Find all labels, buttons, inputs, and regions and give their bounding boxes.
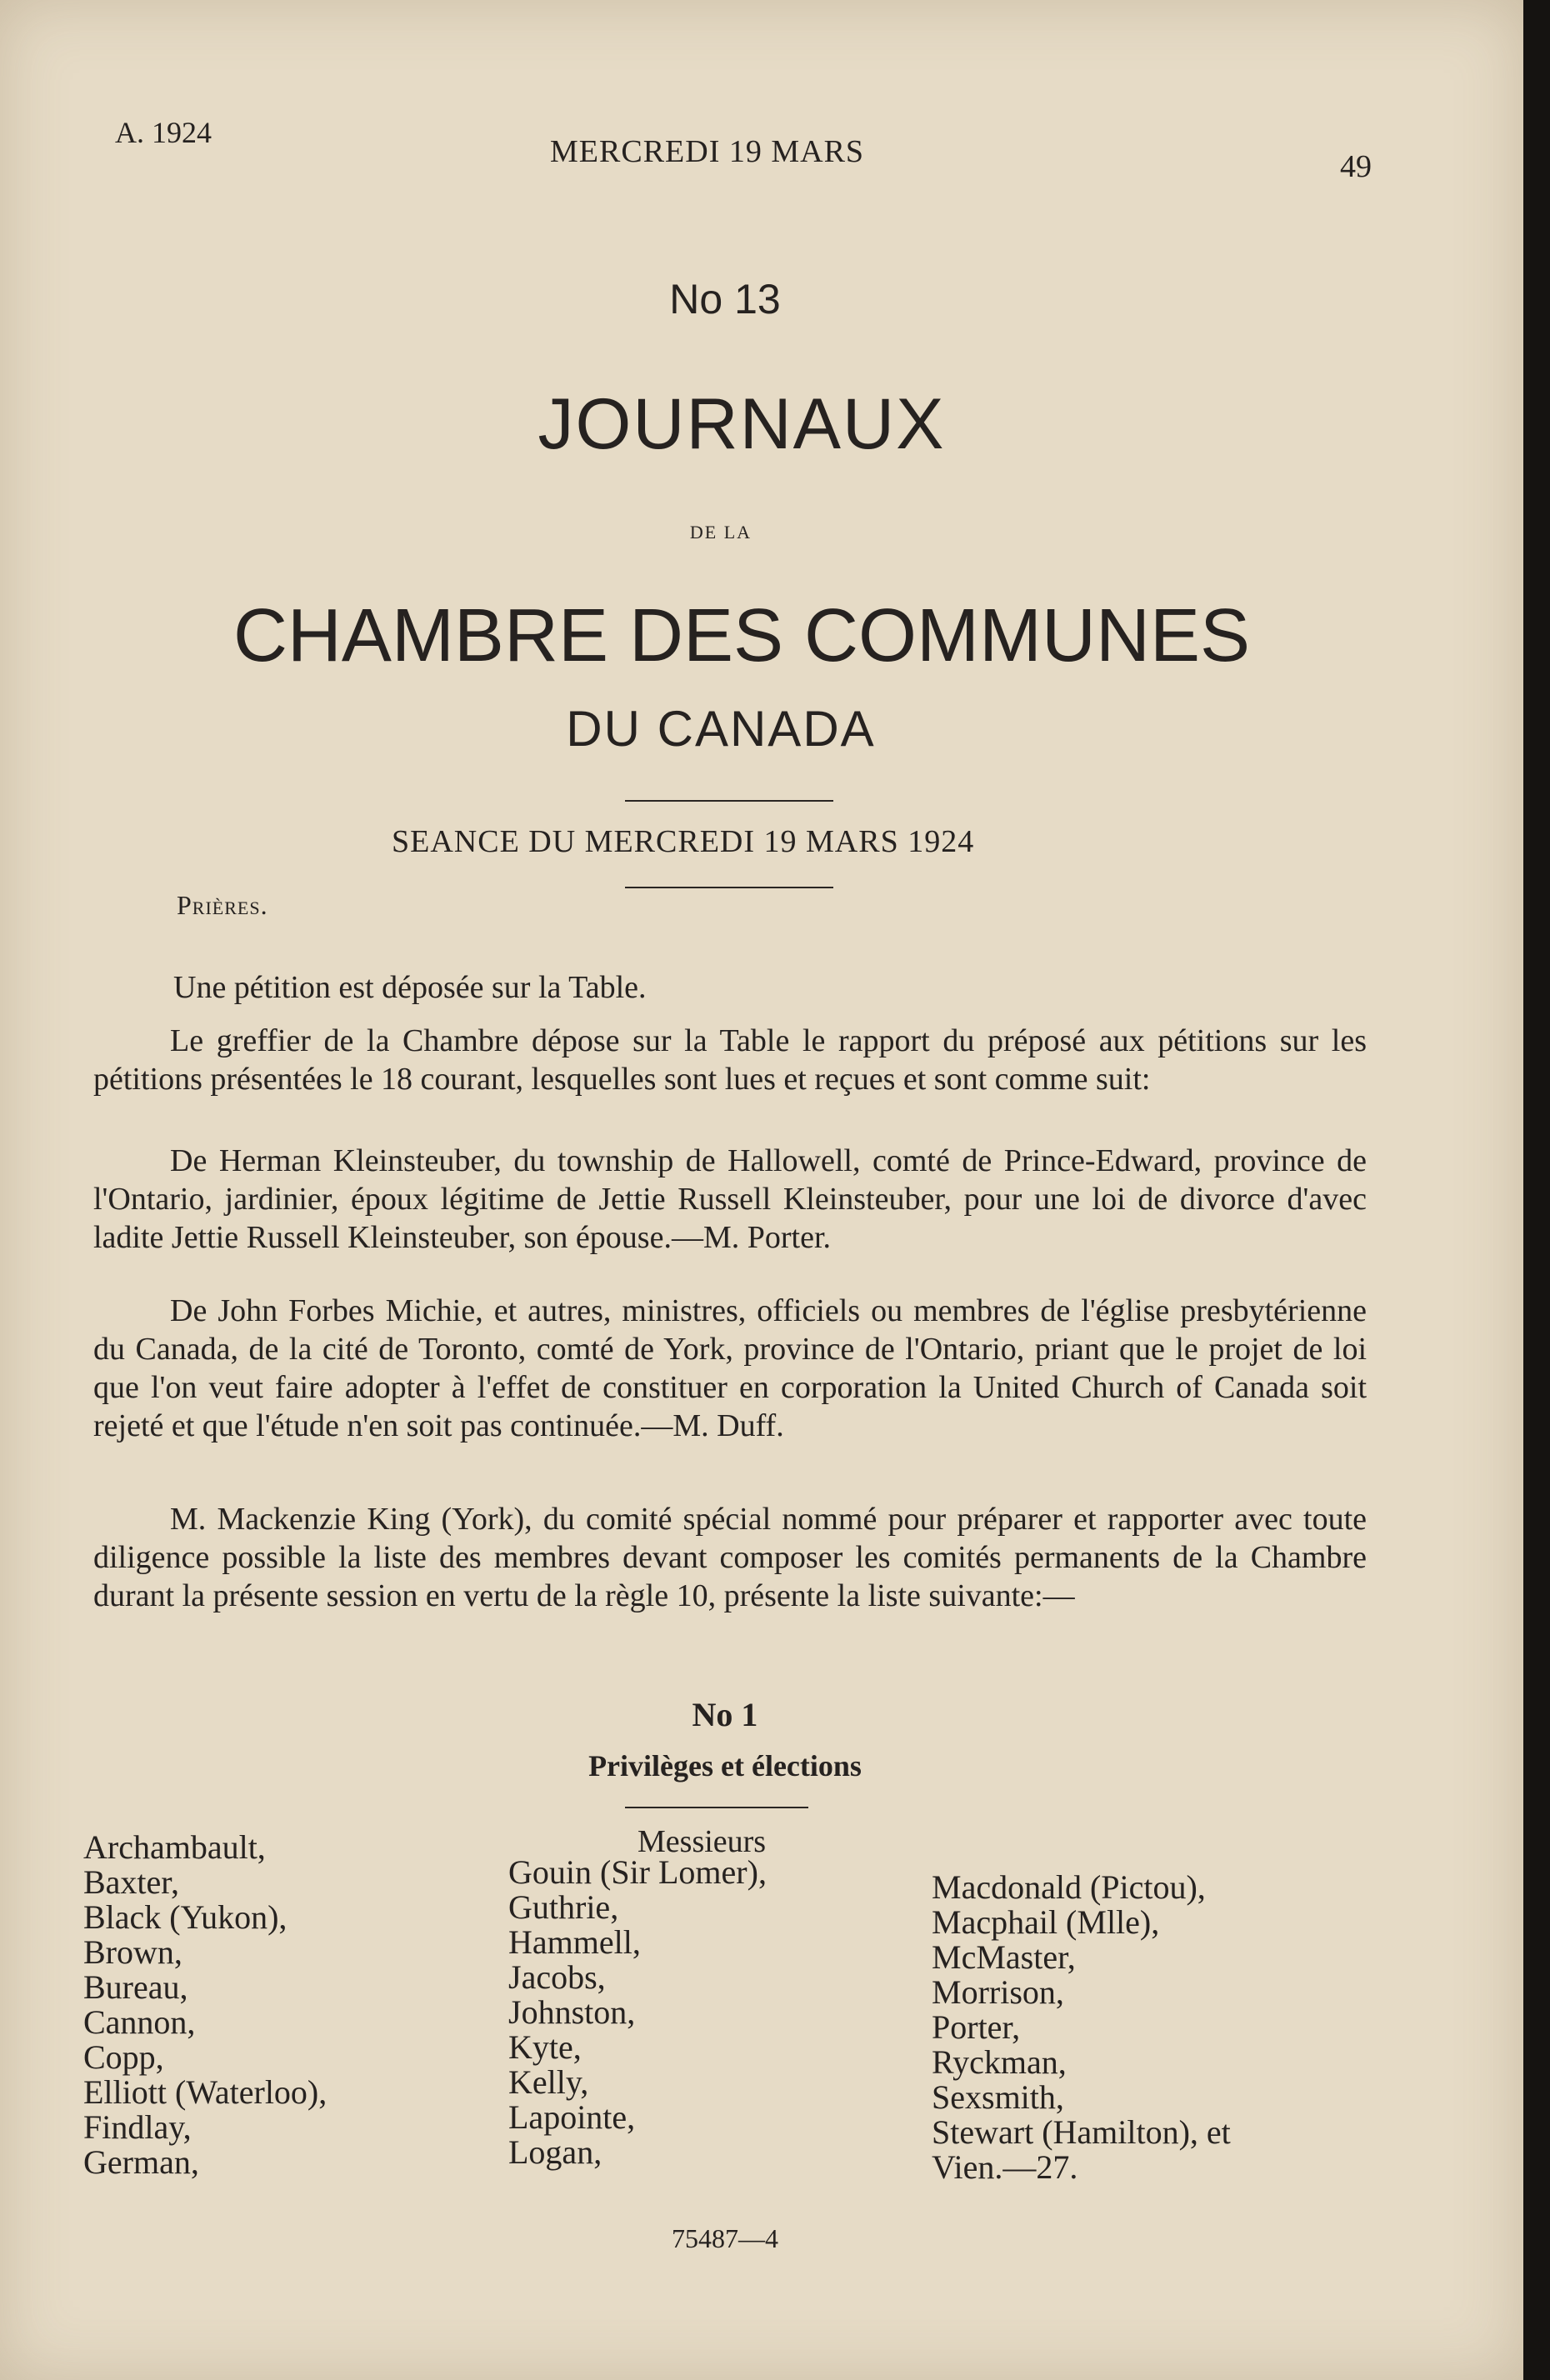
- member-name: Vien.—27.: [932, 2148, 1078, 2186]
- member-name: Ryckman,: [932, 2043, 1067, 2081]
- member-name: Archambault,: [83, 1828, 266, 1866]
- paragraph-text: De John Forbes Michie, et autres, ministres, officiels ou membres de l'église presbytérienne du Canada, de la cité de Toronto, comté de York, province de l'Ontario, priant que le projet de loi que l'on veut faire adopter à l'effet de constituer en corporation la United Church of Canada soit rejeté et que l'étude n'en soit pas continuée.—M. Duff.: [93, 1293, 1367, 1443]
- member-name: Sexsmith,: [932, 2078, 1064, 2116]
- divider-rule: [625, 887, 833, 888]
- title-chambre: CHAMBRE DES COMMUNES: [232, 594, 1251, 678]
- member-name: Macphail (Mlle),: [932, 1903, 1160, 1941]
- scan-edge: [1523, 0, 1550, 2380]
- paragraph-text: De Herman Kleinsteuber, du township de Hallowell, comté de Prince-Edward, province de l'Ontario, jardinier, époux légitime de Jettie Russell Kleinsteuber, pour une loi de divorce d'avec ladite Jettie Russell Kleinsteuber, son épouse.—M. Porter.: [93, 1143, 1367, 1255]
- member-name: Kyte,: [508, 2028, 582, 2066]
- member-name: Elliott (Waterloo),: [83, 2073, 328, 2111]
- member-name: Stewart (Hamilton), et: [932, 2113, 1231, 2151]
- paragraph-petition: Une pétition est déposée sur la Table.: [173, 970, 647, 1005]
- member-name: Johnston,: [508, 1993, 636, 2031]
- member-column-a: [83, 1830, 327, 2180]
- issue-number: No 13: [669, 276, 781, 322]
- member-name: Bureau,: [83, 1968, 188, 2006]
- list-title: Privilèges et élections: [588, 1749, 862, 1782]
- paragraph-michie: [93, 1292, 1367, 1445]
- member-name: Brown,: [83, 1933, 182, 1971]
- paragraph-mackenzie-king: [93, 1500, 1367, 1615]
- member-name: Guthrie,: [508, 1888, 619, 1926]
- print-code: 75487—4: [672, 2223, 778, 2253]
- divider-rule: [625, 800, 833, 802]
- paragraph-greffier: [93, 1022, 1367, 1098]
- member-name: Cannon,: [83, 2003, 196, 2041]
- messieurs-label: Messieurs: [638, 1824, 767, 1859]
- title-canada: DU CANADA: [566, 701, 876, 757]
- member-column-c: [932, 1870, 1231, 2185]
- member-name: Baxter,: [83, 1863, 180, 1901]
- member-name: Lapointe,: [508, 2098, 636, 2136]
- member-name: Copp,: [83, 2038, 164, 2076]
- title-journaux: JOURNAUX: [538, 384, 946, 464]
- member-name: German,: [83, 2143, 199, 2181]
- member-name: McMaster,: [932, 1938, 1076, 1976]
- member-name: Findlay,: [83, 2108, 192, 2146]
- member-name: Kelly,: [508, 2063, 589, 2101]
- list-number: No 1: [692, 1696, 758, 1733]
- seance-heading: SEANCE DU MERCREDI 19 MARS 1924: [392, 824, 975, 859]
- member-name: Black (Yukon),: [83, 1898, 288, 1936]
- member-name: Jacobs,: [508, 1958, 606, 1996]
- member-name: Porter,: [932, 2008, 1021, 2046]
- member-column-b: [508, 1855, 767, 2170]
- paragraph-text: Le greffier de la Chambre dépose sur la Table le rapport du préposé aux pétitions sur les pétitions présentées le 18 courant, lesquelles sont lues et reçues et sont comme suit:: [93, 1023, 1367, 1097]
- prieres-heading: Prières.: [177, 890, 268, 920]
- member-name: Hammell,: [508, 1923, 641, 1961]
- header-date: MERCREDI 19 MARS: [550, 134, 865, 169]
- title-de-la: DE LA: [689, 522, 752, 542]
- paragraph-text: M. Mackenzie King (York), du comité spécial nommé pour préparer et rapporter avec toute diligence possible la liste des membres devant composer les comités permanents de la Chambre durant la présente session en vertu de la règle 10, présente la liste suivante:—: [93, 1502, 1367, 1613]
- member-name: Logan,: [508, 2133, 602, 2171]
- member-name: Gouin (Sir Lomer),: [508, 1853, 767, 1891]
- member-name: Macdonald (Pictou),: [932, 1868, 1206, 1906]
- header-year: A. 1924: [115, 116, 212, 149]
- page-number: 49: [1340, 149, 1372, 184]
- member-name: Morrison,: [932, 1973, 1064, 2011]
- paragraph-kleinsteuber: [93, 1142, 1367, 1257]
- divider-rule: [625, 1807, 808, 1808]
